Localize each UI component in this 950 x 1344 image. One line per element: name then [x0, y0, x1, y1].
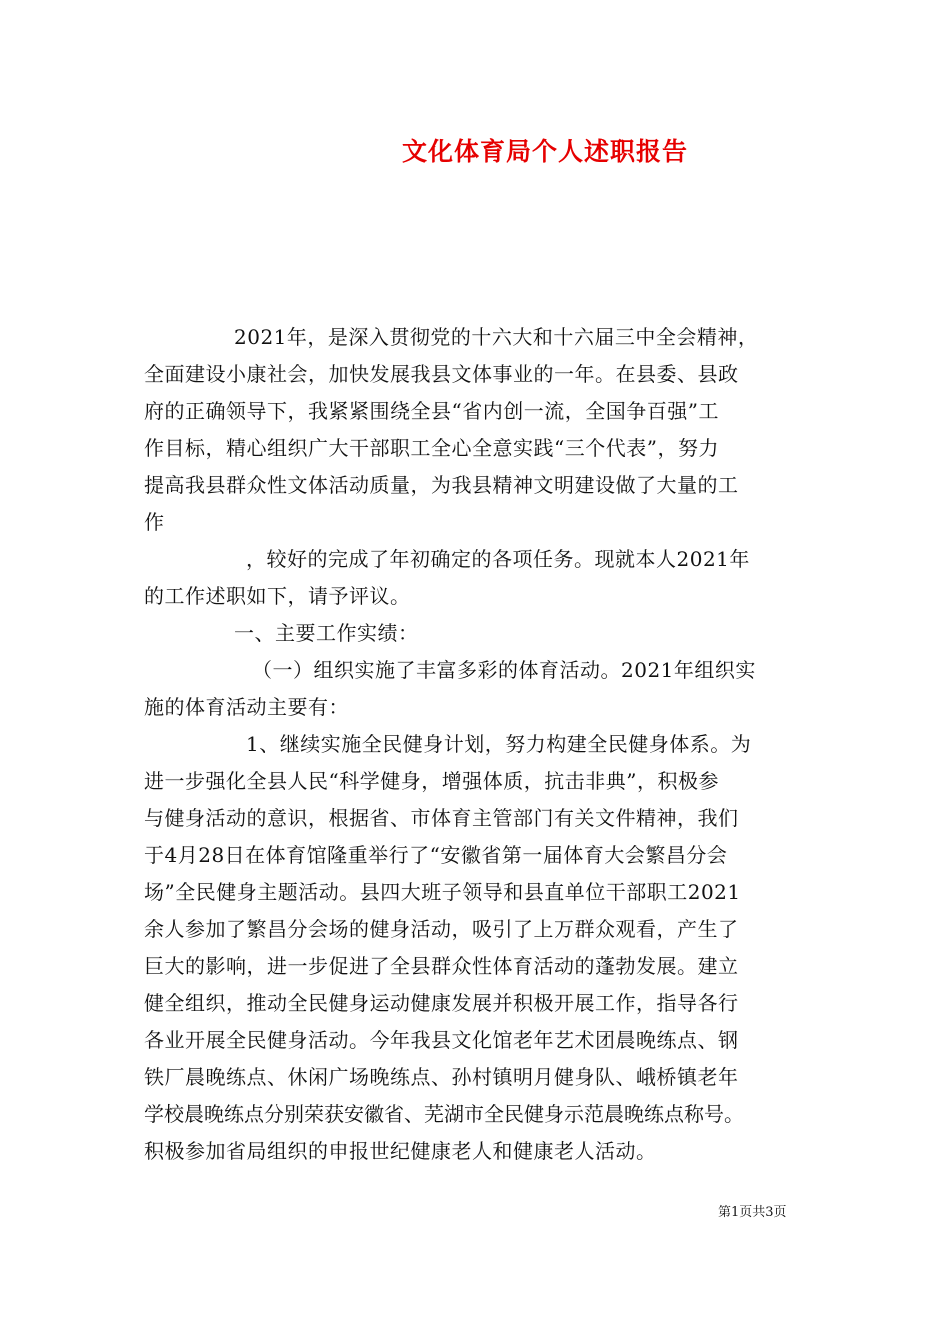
- paragraph-line: 的工作述职如下，请予评议。: [144, 584, 411, 608]
- document-title: 文化体育局个人述职报告: [401, 137, 688, 166]
- paragraph-line: 施的体育活动主要有：: [144, 695, 349, 719]
- paragraph-line: 与健身活动的意识，根据省、市体育主管部门有关文件精神，我们: [144, 806, 739, 830]
- paragraph-line: 于4月28日在体育馆隆重举行了“安徽省第一届体育大会繁昌分会: [144, 843, 728, 867]
- paragraph-line: 2021年，是深入贯彻党的十六大和十六届三中全会精神，: [234, 325, 759, 349]
- page-number: 第1页共3页: [718, 1205, 787, 1220]
- paragraph-line: 巨大的影响，进一步促进了全县群众性体育活动的蓬勃发展。建立: [144, 954, 739, 978]
- paragraph-line: 全面建设小康社会，加快发展我县文体事业的一年。在县委、县政: [144, 362, 739, 386]
- paragraph-line: 作: [144, 510, 165, 534]
- paragraph-line: 余人参加了繁昌分会场的健身活动，吸引了上万群众观看，产生了: [144, 917, 739, 941]
- paragraph-line: ，较好的完成了年初确定的各项任务。现就本人2021年: [246, 547, 750, 571]
- paragraph-line: 积极参加省局组织的申报世纪健康老人和健康老人活动。: [144, 1139, 657, 1163]
- paragraph-line: 府的正确领导下，我紧紧围绕全县“省内创一流，全国争百强”工: [144, 399, 719, 423]
- paragraph-line: 健全组织，推动全民健身运动健康发展并积极开展工作，指导各行: [144, 991, 739, 1015]
- paragraph-line: 各业开展全民健身活动。今年我县文化馆老年艺术团晨晚练点、钢: [144, 1028, 739, 1052]
- paragraph-line: 提高我县群众性文体活动质量，为我县精神文明建设做了大量的工: [144, 473, 739, 497]
- paragraph-line: 学校晨晚练点分别荣获安徽省、芜湖市全民健身示范晨晚练点称号。: [144, 1102, 744, 1126]
- paragraph-line: 铁厂晨晚练点、休闲广场晚练点、孙村镇明月健身队、峨桥镇老年: [144, 1065, 739, 1089]
- subsection-heading: （一）组织实施了丰富多彩的体育活动。2021年组织实: [252, 658, 756, 682]
- section-heading: 一、主要工作实绩：: [234, 621, 419, 645]
- paragraph-line: 进一步强化全县人民“科学健身，增强体质，抗击非典”，积极参: [144, 769, 719, 793]
- paragraph-line: 作目标，精心组织广大干部职工全心全意实践“三个代表”，努力: [144, 436, 719, 460]
- list-item-heading: 1、继续实施全民健身计划，努力构建全民健身体系。为: [246, 732, 752, 756]
- paragraph-line: 场”全民健身主题活动。县四大班子领导和县直单位干部职工2021: [144, 880, 741, 904]
